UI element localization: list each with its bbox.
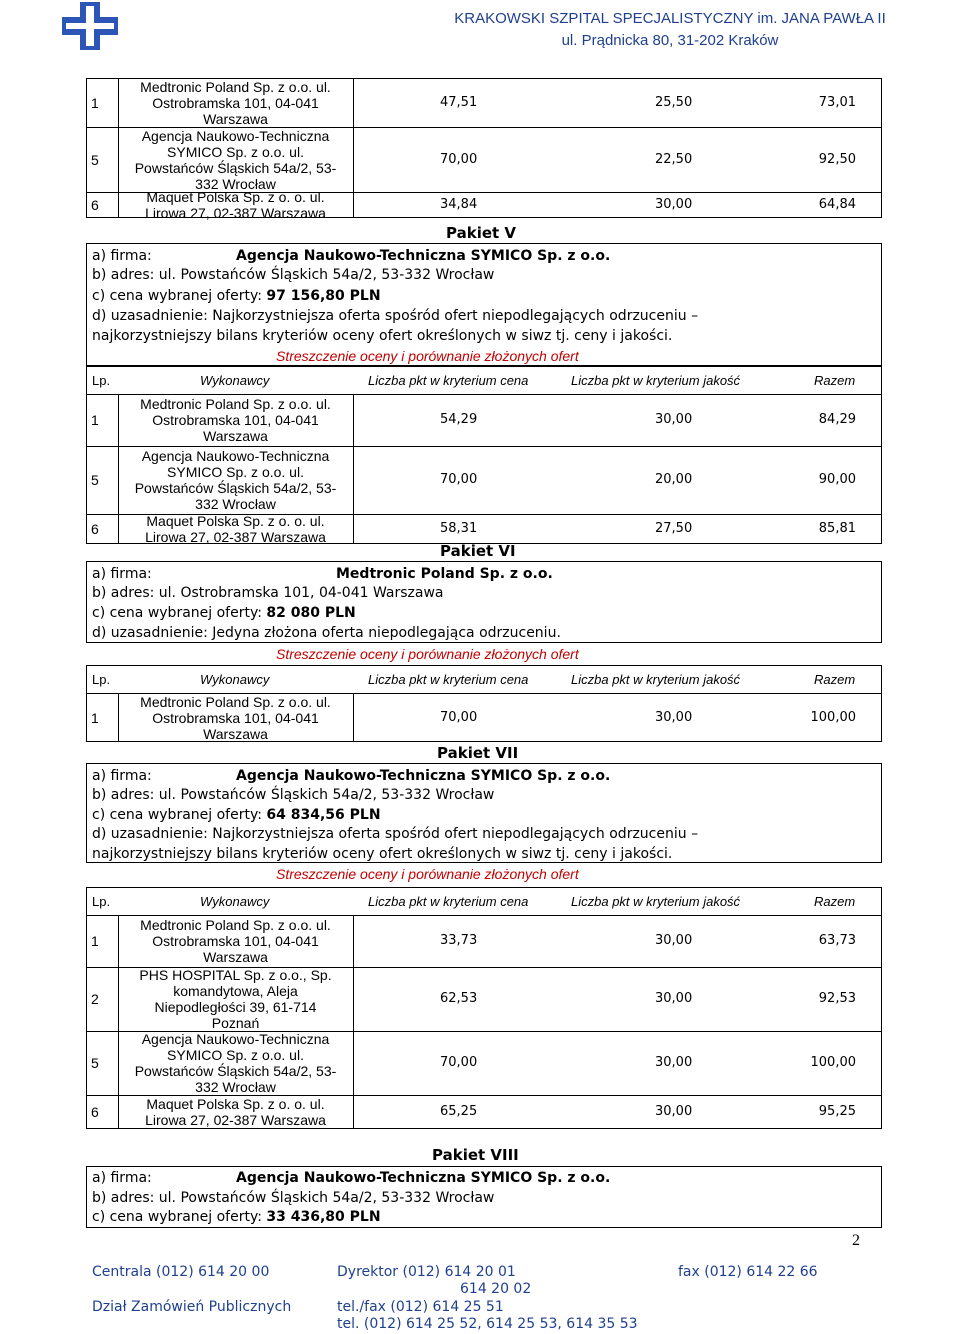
table-row-razem: 64,84 (818, 197, 856, 212)
table-row-firm: 332 Wrocław (195, 175, 276, 192)
table-row-cena: 58,31 (440, 521, 478, 536)
medical-cross-icon (60, 2, 120, 50)
col-razem: Razem (814, 894, 856, 909)
footer-telfax: tel./fax (012) 614 25 51 (337, 1299, 504, 1315)
table-row-firm: Poznań (211, 1015, 260, 1031)
table-row-firm: Maquet Polska Sp. z o. o. ul. (146, 513, 325, 529)
table-row-firm: Powstańców Śląskich 54a/2, 53- (134, 159, 337, 176)
table-row-jakosc: 20,00 (655, 472, 693, 487)
table-row-firm: komandytowa, Aleja (173, 983, 298, 999)
table-row-firm: Ostrobramska 101, 04-041 (152, 412, 319, 428)
table-row-firm: Medtronic Poland Sp. z o.o. ul. (140, 917, 331, 933)
table-row-firm: Warszawa (203, 949, 268, 965)
header-address: ul. Prądnicka 80, 31-202 Kraków (561, 32, 779, 49)
table-row-razem: 73,01 (818, 94, 856, 110)
table-row-firm: SYMICO Sp. z o.o. ul. (167, 1047, 304, 1063)
table-row-firm: Warszawa (203, 725, 268, 742)
col-wykonawcy: Wykonawcy (200, 894, 270, 909)
table-row-cena: 70,00 (440, 472, 478, 487)
pakiet-6-summary-title: Streszczenie oceny i porównanie złożonych ofert (276, 646, 579, 662)
table-row-cena: 47,51 (440, 94, 478, 110)
pakiet-6-firma: Medtronic Poland Sp. z o.o. (336, 566, 553, 582)
table-row-firm: Maquet Polska Sp. z o. o. ul. (146, 1096, 325, 1112)
col-cena: Liczba pkt w kryterium cena (368, 672, 529, 687)
table-row-firm: Powstańców Śląskich 54a/2, 53- (134, 480, 337, 496)
table-row-cena: 65,25 (440, 1104, 478, 1119)
col-wykonawcy: Wykonawcy (200, 373, 270, 388)
table-row-firm: Niepodległości 39, 61-714 (154, 999, 317, 1015)
table-row-firm: Warszawa (203, 428, 268, 444)
table-row-firm: Ostrobramska 101, 04-041 (152, 933, 319, 949)
table-row-jakosc: 30,00 (655, 412, 693, 427)
table-row-lp: 6 (91, 521, 99, 537)
table-row-jakosc: 30,00 (655, 1104, 693, 1119)
pakiet-7-firma: Agencja Naukowo-Techniczna SYMICO Sp. z o.o. (236, 768, 611, 784)
table-row-firm: Medtronic Poland Sp. z o.o. ul. (140, 693, 331, 710)
header-divider (86, 915, 882, 916)
pakiet-5-title: Pakiet V (446, 224, 517, 242)
pakiet-8-cena: c) cena wybranej oferty: 33 436,80 PLN (92, 1209, 381, 1225)
table-row-firm: Medtronic Poland Sp. z o.o. ul. (140, 78, 331, 95)
col-razem: Razem (814, 373, 856, 388)
table-row-razem: 92,50 (818, 151, 856, 167)
table-row-jakosc: 30,00 (655, 991, 693, 1006)
col-lp: Lp. (92, 373, 111, 388)
table-row-firm: 332 Wrocław (195, 496, 276, 512)
table-row-lp: 5 (91, 1055, 99, 1071)
table-row-cena: 54,29 (440, 412, 478, 427)
table-row-jakosc: 25,50 (655, 94, 693, 110)
table-row-lp: 1 (91, 94, 99, 111)
table-row-firm: Agencja Naukowo-Techniczna (141, 448, 330, 464)
row-divider (86, 446, 882, 447)
table-row-lp: 1 (91, 709, 99, 726)
col-divider-2 (353, 915, 354, 1129)
table-row-razem: 63,73 (818, 933, 856, 948)
table-row-cena: 34,84 (440, 197, 478, 212)
pakiet-8-firma-label: a) firma: (92, 1170, 152, 1186)
table-row-cena: 70,00 (440, 709, 478, 725)
pakiet-7-uzasadnienie: d) uzasadnienie: Najkorzystniejsza oferta spośród ofert niepodlegających odrzuceniu – (92, 826, 699, 842)
table-row-firm: Ostrobramska 101, 04-041 (152, 709, 319, 726)
table-row-firm: Lirowa 27, 02-387 Warszawa (145, 205, 326, 221)
table-row-lp: 5 (91, 472, 99, 488)
table-row-lp: 5 (91, 151, 99, 168)
page-number: 2 (852, 1232, 860, 1249)
table-row-firm: Powstańców Śląskich 54a/2, 53- (134, 1063, 337, 1079)
table-row-cena: 70,00 (440, 151, 478, 167)
pakiet-5-uzasadnienie: d) uzasadnienie: Najkorzystniejsza oferta spośród ofert niepodlegających odrzuceniu – (92, 308, 699, 324)
col-jakosc: Liczba pkt w kryterium jakość (571, 373, 741, 388)
col-wykonawcy: Wykonawcy (200, 672, 270, 687)
table-row-jakosc: 27,50 (655, 521, 693, 536)
table-row-lp: 1 (91, 933, 99, 949)
pakiet-5-firma-label: a) firma: (92, 248, 152, 264)
table-row-cena: 62,53 (440, 991, 478, 1006)
col-cena: Liczba pkt w kryterium cena (368, 373, 529, 388)
table-row-jakosc: 30,00 (655, 709, 693, 725)
table-row-firm: 332 Wrocław (195, 1079, 276, 1095)
pakiet-7-summary-title: Streszczenie oceny i porównanie złożonych ofert (276, 866, 579, 882)
pakiet-6-cena: c) cena wybranej oferty: 82 080 PLN (92, 605, 356, 621)
table-row-jakosc: 22,50 (655, 151, 693, 167)
table-row-firm: Agencja Naukowo-Techniczna (141, 127, 330, 144)
col-lp: Lp. (92, 672, 111, 687)
col-jakosc: Liczba pkt w kryterium jakość (571, 672, 741, 687)
header-hospital-name: KRAKOWSKI SZPITAL SPECJALISTYCZNY im. JANA PAWŁA II (454, 10, 886, 27)
table-row-jakosc: 30,00 (655, 197, 693, 212)
table-row-jakosc: 30,00 (655, 1055, 693, 1070)
table-row-firm: Warszawa (203, 110, 268, 127)
pakiet-5-summary-title: Streszczenie oceny i porównanie złożonych ofert (276, 348, 579, 364)
pakiet-5-uzasadnienie-2: najkorzystniejszy bilans kryteriów oceny ofert określonych w siwz tj. ceny i jakości. (92, 328, 673, 344)
pakiet-7-adres: b) adres: ul. Powstańców Śląskich 54a/2, 53-332 Wrocław (92, 787, 495, 803)
pakiet-7-firma-label: a) firma: (92, 768, 152, 784)
table-row-razem: 85,81 (818, 521, 856, 536)
footer-dzial: Dział Zamówień Publicznych (92, 1299, 292, 1315)
table-row-cena: 33,73 (440, 933, 478, 948)
table-row-firm: Ostrobramska 101, 04-041 (152, 94, 319, 111)
table-row-lp: 1 (91, 412, 99, 428)
pakiet-7-title: Pakiet VII (437, 744, 519, 762)
col-jakosc: Liczba pkt w kryterium jakość (571, 894, 741, 909)
col-cena: Liczba pkt w kryterium cena (368, 894, 529, 909)
table-row-lp: 6 (91, 197, 99, 213)
col-lp: Lp. (92, 894, 111, 909)
table-row-razem: 100,00 (810, 709, 856, 725)
footer-centrala: Centrala (012) 614 20 00 (92, 1264, 270, 1280)
col-razem: Razem (814, 672, 856, 687)
table-row-firm: Lirowa 27, 02-387 Warszawa (145, 1112, 326, 1128)
table-row-firm: Agencja Naukowo-Techniczna (141, 1031, 330, 1047)
footer-dyrektor-2: 614 20 02 (460, 1281, 532, 1297)
col-divider-2 (353, 394, 354, 544)
table-row-razem: 84,29 (818, 412, 856, 427)
pakiet-5-adres: b) adres: ul. Powstańców Śląskich 54a/2, 53-332 Wrocław (92, 267, 495, 283)
footer-dyrektor: Dyrektor (012) 614 20 01 (337, 1264, 516, 1280)
table-row-razem: 95,25 (818, 1104, 856, 1119)
table-row-lp: 6 (91, 1104, 99, 1120)
table-row-razem: 92,53 (818, 991, 856, 1006)
footer-tel: tel. (012) 614 25 52, 614 25 53, 614 35 53 (337, 1316, 638, 1332)
table-row-cena: 70,00 (440, 1055, 478, 1070)
pakiet-8-firma: Agencja Naukowo-Techniczna SYMICO Sp. z o.o. (236, 1170, 611, 1186)
pakiet-5-firma: Agencja Naukowo-Techniczna SYMICO Sp. z o.o. (236, 248, 611, 264)
pakiet-6-firma-label: a) firma: (92, 566, 152, 582)
footer-fax: fax (012) 614 22 66 (678, 1264, 818, 1280)
pakiet-6-uzasadnienie: d) uzasadnienie: Jedyna złożona oferta niepodlegająca odrzuceniu. (92, 625, 561, 641)
table-row-firm: SYMICO Sp. z o.o. ul. (167, 464, 304, 480)
pakiet-8-adres: b) adres: ul. Powstańców Śląskich 54a/2, 53-332 Wrocław (92, 1190, 495, 1206)
pakiet-7-cena: c) cena wybranej oferty: 64 834,56 PLN (92, 807, 381, 823)
table-row-razem: 90,00 (818, 472, 856, 487)
hospital-logo (60, 2, 120, 50)
pakiet-5-cena: c) cena wybranej oferty: 97 156,80 PLN (92, 288, 381, 304)
table-row-firm: Maquet Polska Sp. z o. o. ul. (146, 189, 325, 205)
pakiet-8-title: Pakiet VIII (432, 1146, 519, 1164)
table-row-firm: Lirowa 27, 02-387 Warszawa (145, 529, 326, 545)
pakiet-6-adres: b) adres: ul. Ostrobramska 101, 04-041 Warszawa (92, 585, 444, 601)
table-row-jakosc: 30,00 (655, 933, 693, 948)
pakiet-7-uzasadnienie-2: najkorzystniejszy bilans kryteriów oceny ofert określonych w siwz tj. ceny i jakości. (92, 846, 673, 862)
table-row-firm: PHS HOSPITAL Sp. z o.o., Sp. (139, 967, 332, 983)
table-row-lp: 2 (91, 991, 99, 1007)
table-row-razem: 100,00 (810, 1055, 856, 1070)
col-divider-2 (353, 693, 354, 742)
header-divider (86, 394, 882, 395)
table-row-firm: Medtronic Poland Sp. z o.o. ul. (140, 396, 331, 412)
table-row-firm: SYMICO Sp. z o.o. ul. (167, 143, 304, 160)
pakiet-6-title: Pakiet VI (440, 542, 516, 560)
